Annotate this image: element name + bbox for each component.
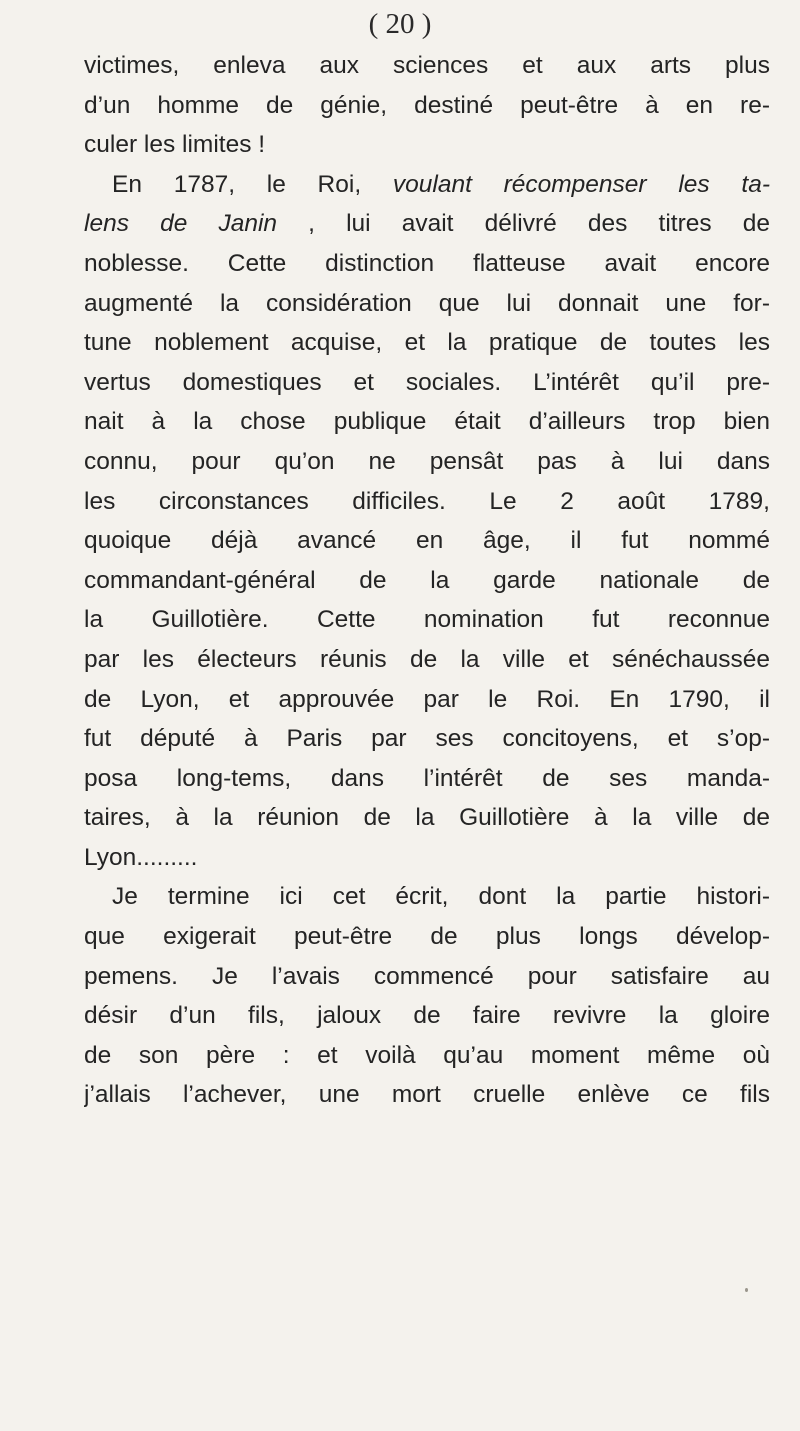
page-number: ( 20 )	[368, 8, 432, 40]
text-segment-italic: voulant récompenser les ta-	[392, 170, 770, 198]
text-line: que exigerait peut-être de plus longs dévelop-	[84, 923, 770, 951]
text-line: connu, pour qu’on ne pensât pas à lui dans	[84, 447, 770, 475]
text-line: Je termine ici cet écrit, dont la partie histori-	[112, 883, 770, 911]
text-line: la Guillotière. Cette nomination fut reconnue	[84, 606, 770, 634]
text-line: les circonstances difficiles. Le 2 août 1789,	[84, 487, 770, 515]
text-line: j’allais l’achever, une mort cruelle enlève ce fils	[84, 1081, 770, 1109]
text-line: Lyon.........	[84, 843, 198, 871]
text-line: augmenté la considération que lui donnait une for-	[84, 289, 770, 317]
text-line: désir d’un fils, jaloux de faire revivre la gloire	[84, 1002, 770, 1030]
text-line: de Lyon, et approuvée par le Roi. En 1790, il	[84, 685, 770, 713]
text-line	[84, 165, 770, 205]
text-line: fut député à Paris par ses concitoyens, et s’op-	[84, 725, 770, 753]
text-line: posa long-tems, dans l’intérêt de ses manda-	[84, 764, 770, 792]
text-line: quoique déjà avancé en âge, il fut nommé	[84, 527, 770, 555]
text-line: pemens. Je l’avais commencé pour satisfaire au	[84, 962, 770, 990]
text-segment: , lui avait délivré des titres de	[277, 210, 770, 238]
text-line: de son père : et voilà qu’au moment même où	[84, 1041, 770, 1069]
text-line: noblesse. Cette distinction flatteuse avait encore	[84, 249, 770, 277]
text-line: d’un homme de génie, destiné peut-être à en re-	[84, 91, 770, 119]
text-line: vertus domestiques et sociales. L’intérêt qu’il pre-	[84, 368, 770, 396]
paper-speck	[745, 1288, 748, 1292]
text-line: tune noblement acquise, et la pratique de toutes les	[84, 329, 770, 357]
text-line: par les électeurs réunis de la ville et sénéchaussée	[84, 645, 770, 673]
text-segment-italic: lens de Janin	[84, 210, 278, 238]
text-line	[84, 204, 770, 244]
text-line: nait à la chose publique était d’ailleurs trop bien	[84, 408, 770, 436]
text-line: victimes, enleva aux sciences et aux arts plus	[84, 52, 770, 79]
body-text	[84, 46, 770, 1115]
text-segment: En 1787, le Roi,	[112, 170, 393, 198]
text-line: taires, à la réunion de la Guillotière à la ville de	[84, 804, 770, 832]
text-line: culer les limites !	[84, 131, 266, 159]
text-line: commandant-général de la garde nationale de	[84, 566, 770, 594]
